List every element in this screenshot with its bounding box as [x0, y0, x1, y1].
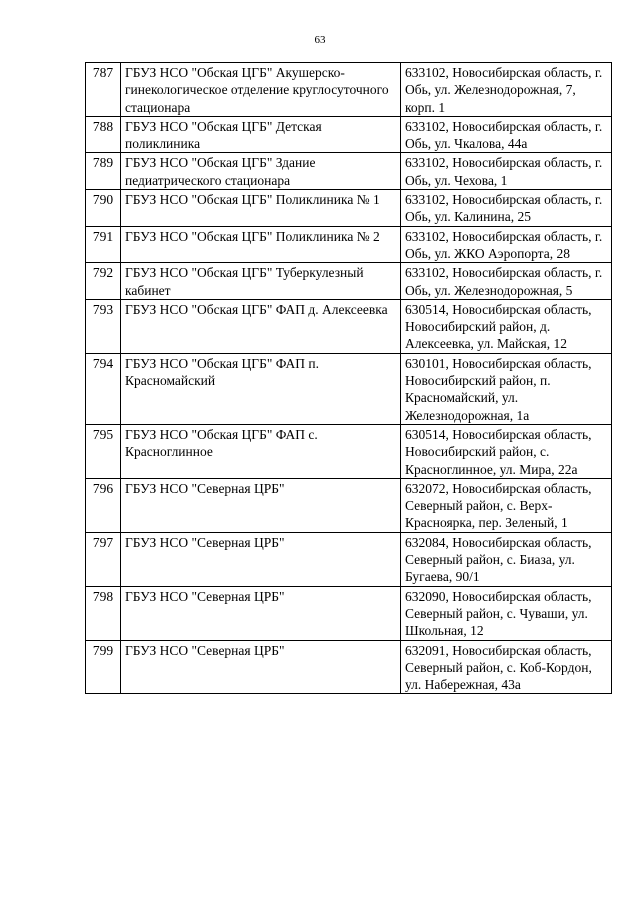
row-number: 788	[86, 116, 121, 153]
facility-address: 630514, Новосибирская область, Новосибирский район, д. Алексеевка, ул. Майская, 12	[401, 299, 612, 353]
table-row	[86, 190, 612, 227]
row-number: 794	[86, 353, 121, 424]
table-row	[86, 353, 612, 424]
facility-name: ГБУЗ НСО "Северная ЦРБ"	[121, 532, 401, 586]
facility-address: 633102, Новосибирская область, г. Обь, ул. ЖКО Аэропорта, 28	[401, 226, 612, 263]
page-number: 63	[314, 34, 326, 46]
table-row	[86, 226, 612, 263]
facility-address: 633102, Новосибирская область, г. Обь, ул. Железнодорожная, 7, корп. 1	[401, 63, 612, 117]
facility-address: 630101, Новосибирская область, Новосибирский район, п. Красномайский, ул. Железнодорожная, 1а	[401, 353, 612, 424]
facility-address: 632091, Новосибирская область, Северный район, с. Коб-Кордон, ул. Набережная, 43а	[401, 640, 612, 694]
facility-address: 633102, Новосибирская область, г. Обь, ул. Чехова, 1	[401, 153, 612, 190]
facility-name: ГБУЗ НСО "Обская ЦГБ" Здание педиатрического стационара	[121, 153, 401, 190]
table-row	[86, 299, 612, 353]
facility-name: ГБУЗ НСО "Северная ЦРБ"	[121, 640, 401, 694]
facility-name: ГБУЗ НСО "Обская ЦГБ" ФАП д. Алексеевка	[121, 299, 401, 353]
facility-address: 632084, Новосибирская область, Северный район, с. Биаза, ул. Бугаева, 90/1	[401, 532, 612, 586]
facility-name: ГБУЗ НСО "Обская ЦГБ" Поликлиника № 1	[121, 190, 401, 227]
facilities-table	[85, 62, 612, 694]
row-number: 792	[86, 263, 121, 300]
row-number: 796	[86, 478, 121, 532]
facility-address: 632072, Новосибирская область, Северный район, с. Верх-Красноярка, пер. Зеленый, 1	[401, 478, 612, 532]
table-row	[86, 640, 612, 694]
row-number: 793	[86, 299, 121, 353]
row-number: 799	[86, 640, 121, 694]
table-row	[86, 153, 612, 190]
row-number: 795	[86, 424, 121, 478]
facility-address: 633102, Новосибирская область, г. Обь, ул. Железнодорожная, 5	[401, 263, 612, 300]
table-row	[86, 532, 612, 586]
row-number: 787	[86, 63, 121, 117]
facility-name: ГБУЗ НСО "Обская ЦГБ" Поликлиника № 2	[121, 226, 401, 263]
table-row	[86, 63, 612, 117]
row-number: 791	[86, 226, 121, 263]
table-row	[86, 478, 612, 532]
facility-address: 633102, Новосибирская область, г. Обь, ул. Чкалова, 44а	[401, 116, 612, 153]
row-number: 797	[86, 532, 121, 586]
table-row	[86, 263, 612, 300]
table-row	[86, 116, 612, 153]
facility-name: ГБУЗ НСО "Обская ЦГБ" Туберкулезный кабинет	[121, 263, 401, 300]
table-row	[86, 586, 612, 640]
facility-name: ГБУЗ НСО "Обская ЦГБ" Детская поликлиника	[121, 116, 401, 153]
row-number: 798	[86, 586, 121, 640]
facility-name: ГБУЗ НСО "Обская ЦГБ" ФАП п. Красномайский	[121, 353, 401, 424]
facility-address: 630514, Новосибирская область, Новосибирский район, с. Красноглинное, ул. Мира, 22а	[401, 424, 612, 478]
facility-name: ГБУЗ НСО "Обская ЦГБ" ФАП с. Красноглинное	[121, 424, 401, 478]
row-number: 790	[86, 190, 121, 227]
table-row	[86, 424, 612, 478]
facility-address: 632090, Новосибирская область, Северный район, с. Чуваши, ул. Школьная, 12	[401, 586, 612, 640]
facility-address: 633102, Новосибирская область, г. Обь, ул. Калинина, 25	[401, 190, 612, 227]
facility-name: ГБУЗ НСО "Северная ЦРБ"	[121, 586, 401, 640]
row-number: 789	[86, 153, 121, 190]
facility-name: ГБУЗ НСО "Обская ЦГБ" Акушерско-гинекологическое отделение круглосуточного стационара	[121, 63, 401, 117]
facility-name: ГБУЗ НСО "Северная ЦРБ"	[121, 478, 401, 532]
